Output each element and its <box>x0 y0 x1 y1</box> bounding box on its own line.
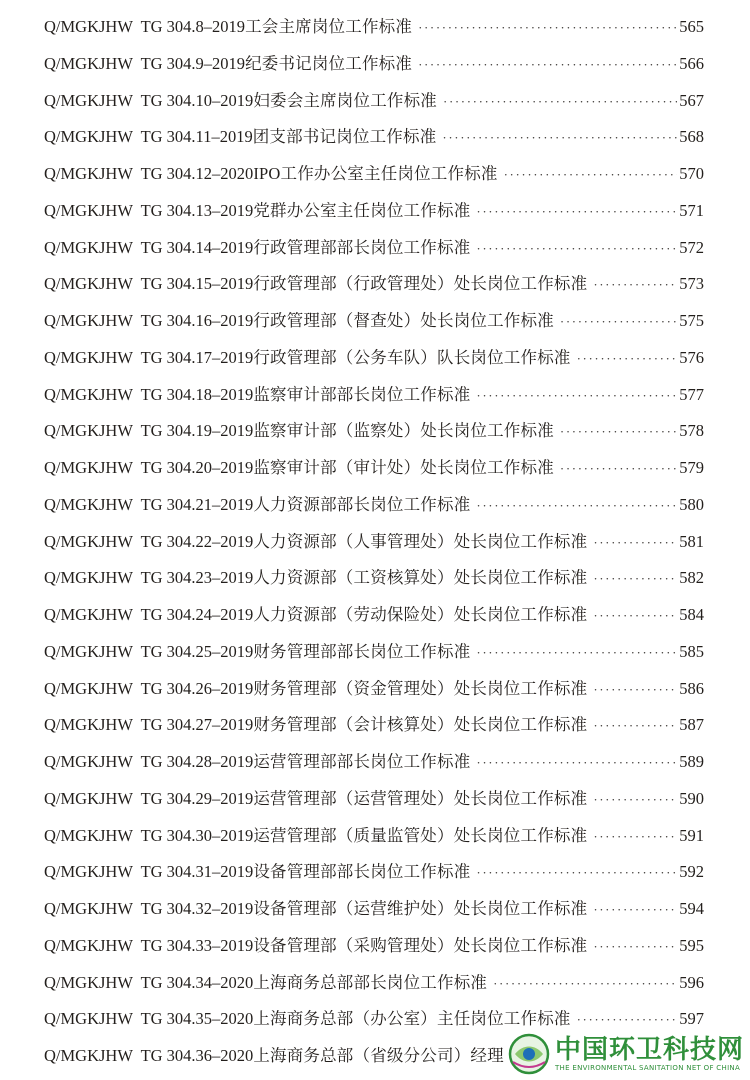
page-number: 565 <box>679 17 704 36</box>
page-number: 566 <box>679 53 704 73</box>
toc-entry <box>44 744 704 781</box>
dot-leader <box>560 451 677 488</box>
page-number: 567 <box>679 90 704 110</box>
dot-leader <box>593 598 677 635</box>
dot-leader <box>504 157 678 194</box>
standard-code: Q/MGKJHW TG 304.22–2019 <box>44 531 254 551</box>
dot-leader <box>476 488 677 525</box>
entry-title: 监察审计部部长岗位工作标准 <box>253 384 471 404</box>
page-number: 573 <box>679 274 704 294</box>
toc-entry <box>44 450 704 487</box>
globe-logo-icon <box>507 1032 551 1076</box>
entry-title: 财务管理部部长岗位工作标准 <box>253 641 471 661</box>
standard-code: Q/MGKJHW TG 304.34–2020 <box>44 972 254 992</box>
toc-entry <box>44 524 704 561</box>
entry-title: 团支部书记岗位工作标准 <box>252 127 437 147</box>
entry-title: 运营管理部（质量监管处）处长岗位工作标准 <box>253 825 588 845</box>
page-number: 586 <box>679 678 704 698</box>
dot-leader <box>418 47 677 84</box>
dot-leader <box>493 966 677 1003</box>
watermark-name-cn: 中国环卫科技网 <box>554 1035 744 1065</box>
entry-title: 党群办公室主任岗位工作标准 <box>253 200 471 220</box>
dot-leader <box>560 414 677 451</box>
entry-title: 行政管理部部长岗位工作标准 <box>253 237 471 257</box>
standard-code: Q/MGKJHW TG 304.28–2019 <box>44 752 254 771</box>
toc-entry <box>44 487 704 524</box>
toc-entry <box>44 965 704 1002</box>
standard-code: Q/MGKJHW TG 304.13–2019 <box>44 200 254 220</box>
page-number: 580 <box>679 494 704 514</box>
toc-entry <box>44 671 704 708</box>
page-number: 571 <box>679 200 704 220</box>
toc-entry <box>44 377 704 414</box>
dot-leader <box>577 341 678 378</box>
page-number: 590 <box>679 788 704 808</box>
standard-code: Q/MGKJHW TG 304.29–2019 <box>44 788 254 808</box>
dot-leader <box>593 561 677 598</box>
entry-title: 运营管理部部长岗位工作标准 <box>253 752 471 771</box>
toc-entry <box>44 413 704 450</box>
entry-title: 监察审计部（审计处）处长岗位工作标准 <box>253 458 554 477</box>
page-number: 581 <box>679 531 704 551</box>
standard-code: Q/MGKJHW TG 304.36–2020 <box>44 1046 254 1065</box>
toc-entry <box>44 854 704 891</box>
dot-leader <box>443 84 677 121</box>
dot-leader <box>593 267 677 304</box>
dot-leader <box>476 855 677 892</box>
standard-code: Q/MGKJHW TG 304.26–2019 <box>44 678 254 698</box>
standard-code: Q/MGKJHW TG 304.9–2019 <box>44 53 246 73</box>
dot-leader <box>593 672 677 709</box>
page-number: 570 <box>679 164 704 183</box>
page-number: 591 <box>679 825 704 845</box>
page-number: 568 <box>679 127 704 147</box>
dot-leader <box>476 378 677 415</box>
standard-code: Q/MGKJHW TG 304.8–2019 <box>44 17 246 36</box>
toc-entry <box>44 46 704 83</box>
page-number: 579 <box>679 458 704 477</box>
entry-title: 上海商务总部（省级分公司）经理 <box>253 1046 504 1065</box>
dot-leader <box>418 10 677 47</box>
toc-entry <box>44 303 704 340</box>
toc-entry <box>44 9 704 46</box>
entry-title: 人力资源部（人事管理处）处长岗位工作标准 <box>253 531 588 551</box>
entry-title: 设备管理部（运营维护处）处长岗位工作标准 <box>253 899 588 918</box>
page-number: 584 <box>679 605 704 624</box>
entry-title: 人力资源部（工资核算处）处长岗位工作标准 <box>253 568 588 588</box>
standard-code: Q/MGKJHW TG 304.19–2019 <box>44 421 254 441</box>
standard-code: Q/MGKJHW TG 304.16–2019 <box>44 311 254 330</box>
toc-entry <box>44 634 704 671</box>
site-watermark <box>507 1032 744 1076</box>
toc-entry <box>44 560 704 597</box>
toc-entry <box>44 707 704 744</box>
standard-code: Q/MGKJHW TG 304.32–2019 <box>44 899 254 918</box>
entry-title: 财务管理部（资金管理处）处长岗位工作标准 <box>253 678 588 698</box>
standard-code: Q/MGKJHW TG 304.25–2019 <box>44 641 254 661</box>
standard-code: Q/MGKJHW TG 304.21–2019 <box>44 494 254 514</box>
page-number: 597 <box>679 1009 704 1029</box>
entry-title: 人力资源部部长岗位工作标准 <box>253 494 471 514</box>
table-of-contents <box>44 9 704 1075</box>
toc-entry <box>44 83 704 120</box>
dot-leader <box>593 525 677 562</box>
standard-code: Q/MGKJHW TG 304.17–2019 <box>44 347 254 367</box>
page-number: 596 <box>679 972 704 992</box>
page-number: 578 <box>679 421 704 441</box>
page-number: 572 <box>679 237 704 257</box>
standard-code: Q/MGKJHW TG 304.35–2020 <box>44 1009 254 1029</box>
entry-title: 设备管理部（采购管理处）处长岗位工作标准 <box>253 935 588 955</box>
entry-title: 行政管理部（公务车队）队长岗位工作标准 <box>253 347 571 367</box>
toc-entry <box>44 156 704 193</box>
entry-title: IPO工作办公室主任岗位工作标准 <box>253 164 498 183</box>
toc-entry <box>44 781 704 818</box>
standard-code: Q/MGKJHW TG 304.11–2019 <box>44 127 253 147</box>
standard-code: Q/MGKJHW TG 304.31–2019 <box>44 862 254 882</box>
standard-code: Q/MGKJHW TG 304.23–2019 <box>44 568 254 588</box>
page-number: 594 <box>679 899 704 918</box>
toc-entry <box>44 193 704 230</box>
standard-code: Q/MGKJHW TG 304.10–2019 <box>44 90 254 110</box>
standard-code: Q/MGKJHW TG 304.33–2019 <box>44 935 254 955</box>
dot-leader <box>476 194 677 231</box>
standard-code: Q/MGKJHW TG 304.18–2019 <box>44 384 254 404</box>
page-number: 577 <box>679 384 704 404</box>
dot-leader <box>593 782 677 819</box>
standard-code: Q/MGKJHW TG 304.30–2019 <box>44 825 254 845</box>
page-number: 582 <box>679 568 704 588</box>
toc-entry <box>44 891 704 928</box>
entry-title: 妇委会主席岗位工作标准 <box>253 90 438 110</box>
watermark-name-en: THE ENVIRONMENTAL SANITATION NET OF CHINA <box>554 1064 741 1072</box>
standard-code: Q/MGKJHW TG 304.14–2019 <box>44 237 254 257</box>
page-number: 595 <box>679 935 704 955</box>
entry-title: 行政管理部（行政管理处）处长岗位工作标准 <box>253 274 588 294</box>
dot-leader <box>476 745 677 782</box>
standard-code: Q/MGKJHW TG 304.15–2019 <box>44 274 254 294</box>
toc-entry <box>44 230 704 267</box>
dot-leader <box>442 120 677 157</box>
dot-leader <box>593 929 677 966</box>
dot-leader <box>593 708 677 745</box>
page-number: 576 <box>679 347 704 367</box>
entry-title: 人力资源部（劳动保险处）处长岗位工作标准 <box>253 605 588 624</box>
entry-title: 纪委书记岗位工作标准 <box>245 53 413 73</box>
entry-title: 上海商务总部部长岗位工作标准 <box>253 972 488 992</box>
page-number: 585 <box>679 641 704 661</box>
entry-title: 上海商务总部（办公室）主任岗位工作标准 <box>253 1009 571 1029</box>
standard-code: Q/MGKJHW TG 304.12–2020 <box>44 164 254 183</box>
dot-leader <box>476 635 677 672</box>
dot-leader <box>593 819 677 856</box>
standard-code: Q/MGKJHW TG 304.24–2019 <box>44 605 254 624</box>
dot-leader <box>593 892 677 929</box>
dot-leader <box>560 304 677 341</box>
entry-title: 财务管理部（会计核算处）处长岗位工作标准 <box>253 715 588 735</box>
page-number: 575 <box>679 311 704 330</box>
page-number: 587 <box>679 715 704 735</box>
entry-title: 设备管理部部长岗位工作标准 <box>253 862 471 882</box>
entry-title: 工会主席岗位工作标准 <box>245 17 413 36</box>
entry-title: 行政管理部（督查处）处长岗位工作标准 <box>253 311 554 330</box>
toc-entry <box>44 340 704 377</box>
toc-entry <box>44 818 704 855</box>
toc-entry <box>44 266 704 303</box>
standard-code: Q/MGKJHW TG 304.27–2019 <box>44 715 254 735</box>
dot-leader <box>476 231 677 268</box>
entry-title: 运营管理部（运营管理处）处长岗位工作标准 <box>253 788 588 808</box>
page-number: 592 <box>679 862 704 882</box>
toc-entry <box>44 119 704 156</box>
toc-entry <box>44 597 704 634</box>
toc-entry <box>44 928 704 965</box>
entry-title: 监察审计部（监察处）处长岗位工作标准 <box>253 421 554 441</box>
standard-code: Q/MGKJHW TG 304.20–2019 <box>44 458 254 477</box>
page-number: 589 <box>679 752 704 771</box>
